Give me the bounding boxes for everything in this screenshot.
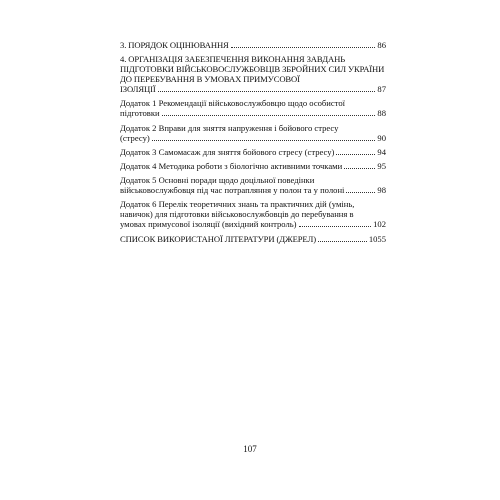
toc-entry-title-end: військовослужбовця під час потрапляння у полон та у полоні [120, 185, 345, 196]
toc-entry-title: 3. ПОРЯДОК ОЦІНЮВАННЯ [120, 40, 229, 50]
toc-entry-title-end: ІЗОЛЯЦІЇ [120, 84, 156, 95]
table-of-contents [120, 40, 386, 248]
toc-entry-appendix-5[interactable] [120, 175, 386, 195]
toc-entry-page: 94 [377, 146, 386, 157]
toc-entry-title: Додаток 2 Вправи для зняття напруження і бойового стресу [120, 122, 339, 133]
toc-entry-title: СПИСОК ВИКОРИСТАНОЇ ЛІТЕРАТУРИ (ДЖЕРЕЛ) [120, 233, 316, 244]
dot-leader [152, 140, 376, 141]
dot-leader [162, 115, 376, 116]
dot-leader [231, 47, 376, 48]
toc-entry-page: 1055 [368, 233, 386, 244]
toc-entry-appendix-3[interactable] [120, 147, 386, 157]
dot-leader [158, 91, 376, 92]
toc-entry-3[interactable] [120, 40, 386, 50]
page-number: 107 [243, 444, 257, 454]
toc-entry-title-end: підготовки [120, 108, 160, 119]
toc-entry-appendix-2[interactable] [120, 123, 386, 143]
toc-entry-appendix-6[interactable] [120, 199, 386, 229]
toc-entry-appendix-1[interactable] [120, 98, 386, 118]
toc-entry-4[interactable] [120, 54, 386, 94]
toc-entry-title-end: (стресу) [120, 132, 150, 143]
dot-leader [318, 241, 367, 242]
dot-leader [344, 168, 375, 169]
toc-entry-title: Додаток 5 Основні поради щодо доцільної поведінки [120, 175, 315, 186]
toc-entry-title: Додаток 6 Перелік теоретичних знань та практичних дій (умінь, навичок) для підготовки військовослужбовців до перебування в [120, 199, 355, 220]
dot-leader [336, 154, 375, 155]
toc-entry-page: 95 [377, 160, 386, 171]
toc-entry-title: Додаток 3 Самомасаж для зняття бойового стресу (стресу) [120, 146, 335, 157]
toc-entry-title: 4. ОРГАНІЗАЦІЯ ЗАБЕЗПЕЧЕННЯ ВИКОНАННЯ ЗАВДАНЬ ПІДГОТОВКИ ВІЙСЬКОВОСЛУЖБОВЦІВ ЗБРОЙНИХ СИЛ УКРАЇНИ ДО ПЕРЕБУВАННЯ В УМОВАХ ПРИМУСОВОЇ [120, 54, 385, 85]
toc-entry-page: 98 [377, 185, 386, 196]
toc-entry-page: 86 [377, 40, 386, 50]
toc-entry-title-end: умовах примусової ізоляції (вихідний контроль) [120, 219, 297, 230]
dot-leader [299, 226, 372, 227]
toc-entry-title: Додаток 1 Рекомендації військовослужбовцю щодо особистої [120, 98, 346, 109]
toc-entry-page: 88 [377, 108, 386, 119]
toc-entry-appendix-4[interactable] [120, 161, 386, 171]
toc-entry-page: 87 [377, 84, 386, 95]
toc-entry-page: 102 [373, 219, 386, 230]
toc-entry-title: Додаток 4 Методика роботи з біологічно активними точками [120, 160, 343, 171]
toc-entry-page: 90 [377, 132, 386, 143]
toc-entry-references[interactable] [120, 234, 386, 244]
dot-leader [346, 192, 375, 193]
